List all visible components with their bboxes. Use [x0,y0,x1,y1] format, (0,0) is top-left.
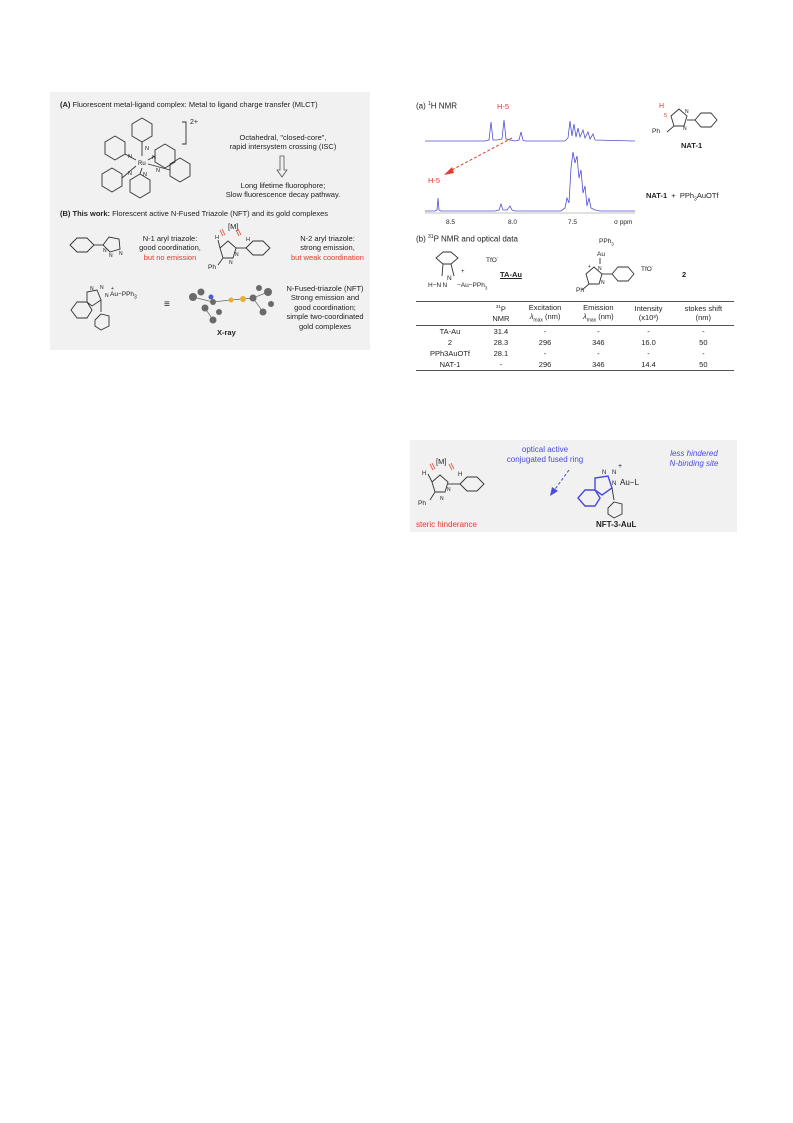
row-stokes: - [702,326,705,336]
steric-label: steric hinderance [416,520,477,529]
svg-text:N: N [109,253,113,259]
ta-au-nitrogens: H−N N [428,282,448,289]
svg-text:N: N [156,168,160,174]
svg-text:N: N [602,470,607,476]
compound-2-structure [572,258,652,296]
row-emission: - [597,348,600,358]
svg-text:N: N [90,286,94,292]
nft-description: N-Fused-triazole (NFT) Strong emission and good coordination; simple two-coordinated gold complexes [286,284,364,331]
svg-text:+: + [618,463,623,470]
svg-text:N: N [128,171,132,177]
row-excitation: 296 [538,359,552,369]
svg-text:N: N [601,280,605,286]
h5-bottom-label: H-5 [428,176,441,185]
row-31p: 28.1 [493,348,509,358]
nft-3-aul-structure [572,458,662,526]
table-row [416,325,734,337]
au-label: Au [597,251,605,258]
row-emission: 346 [592,359,605,369]
less-hindered-label: less hindered N-binding site [669,449,719,468]
svg-text:N: N [612,470,617,476]
xray-structure [183,282,278,327]
svg-text:N: N [152,155,156,161]
svg-text:N: N [103,248,107,254]
row-excitation: - [543,348,547,358]
row-compound: TA-Au [439,326,461,336]
svg-text:N: N [685,109,689,115]
svg-text:N: N [683,126,687,132]
ta-au-label: TA-Au [500,270,522,279]
col-header-compound [416,302,484,326]
svg-text:+: + [588,264,591,270]
svg-text:N: N [612,481,617,487]
nmr-heading: (a) $^1$H NMR [416,101,458,111]
design-metal-label: [M] [436,457,447,466]
h5-top-label: H-5 [497,102,510,111]
design-phenyl-label: Ph [418,500,426,507]
n2-aryl-triazole-structure [208,228,278,273]
svg-text:H: H [422,471,427,477]
phenyl-label: Ph [208,264,216,271]
au-l-label: Au−L [620,478,639,487]
row-31p: 31.4 [493,326,509,336]
svg-text:Ru: Ru [138,161,146,167]
row-compound: 2 [447,337,453,347]
nft-3-aul-label: NFT-3-AuL [596,520,637,529]
ta-au-n-top: N [447,275,452,282]
ta-au-au-pph3: −Au−PPh$_3$ [457,282,488,291]
compound-2-phenyl: Ph [576,287,584,294]
svg-text:N: N [143,172,147,178]
xray-label: X-ray [217,328,236,337]
svg-text:+: + [111,286,114,292]
svg-text:N: N [229,260,233,266]
row-31p: - [499,359,503,369]
section-a-heading: (A) Fluorescent metal-ligand complex: Metal to ligand charge transfer (MLCT) [60,100,318,109]
svg-text:N: N [100,285,104,291]
table-row [416,337,734,348]
row-intensity: 16.0 [641,337,656,347]
nat1-phenyl-label: Ph [652,128,660,135]
ta-au-plus: + [461,269,465,275]
col-header-emission: Emission $\lambda_{max}$ (nm) [583,303,614,324]
row-stokes: - [702,348,705,358]
nat1-structure [655,104,730,139]
design-n2-triazole-structure [418,462,498,512]
col-header-stokes: stokes shift (nm) [684,304,723,323]
mlct-description: Octahedral, "closed-core", rapid intersystem crossing (ISC) [229,133,337,152]
row-stokes: 50 [699,337,708,347]
col-header-excitation: Excitation $\lambda_{max}$ (nm) [528,303,562,324]
table-row [416,348,734,359]
equivalence-symbol: ≡ [164,299,170,310]
col-header-intensity: Intensity (x10³) [634,304,663,323]
svg-text:N: N [598,266,602,272]
row-excitation: 296 [538,337,552,347]
nat1-label: NAT-1 [681,141,703,150]
axis-tick-2: 8.0 [508,219,518,226]
complex-charge: 2+ [190,119,198,126]
nat1-position-5: 5 [664,113,668,119]
table-row [416,359,734,371]
svg-text:N: N [119,251,123,257]
axis-unit: σ ppm [614,219,633,226]
svg-text:H: H [246,237,250,243]
svg-text:N: N [440,496,444,502]
n2-description: N-2 aryl triazole: strong emission, but weak coordination [291,234,364,262]
compound-2-label: 2 [682,270,687,279]
optical-heading: (b) $^{31}$P NMR and optical data [416,234,518,244]
svg-text:N: N [105,293,109,299]
row-excitation: - [543,326,547,336]
row-intensity: 14.4 [641,359,656,369]
svg-text:N: N [235,252,239,258]
axis-tick-3: 7.5 [568,219,578,226]
n1-description: N-1 aryl triazole: good coordination, but no emission [139,234,201,262]
section-b-heading: (B) This work: Florescent active N-Fused Triazole (NFT) and its gold complexes [60,209,329,218]
svg-text:N: N [447,487,451,493]
row-emission: - [597,326,600,336]
row-compound: NAT-1 [439,359,461,369]
down-arrow-icon [276,156,288,178]
col-header-31p: $^{31}$P NMR [492,304,510,323]
nmr-mixture-label: NAT-1 + PPh$_3$AuOTf [646,191,719,203]
ru-complex-structure [90,112,200,207]
row-intensity: - [647,326,650,336]
nat1-h-label: H [659,103,665,110]
pph3-top-label: PPh$_3$ [599,238,614,247]
tfo-label-1: TfO- [486,255,499,265]
row-stokes: 50 [699,359,708,369]
svg-text:N: N [145,146,149,152]
row-intensity: - [647,348,650,358]
tfo-label-2: TfO- [641,264,654,274]
nmr-spectrum-bottom [425,148,635,214]
n1-aryl-triazole-structure [65,230,135,260]
au-pph3-label: Au−PPh$_3$ [110,291,137,301]
svg-text:H: H [458,472,463,478]
dashed-pointer-arrow-icon [545,468,575,498]
fluorophore-description: Long lifetime fluorophore; Slow fluorescence decay pathway. [225,181,341,200]
row-emission: 346 [592,337,605,347]
metal-label: [M] [228,222,239,231]
row-31p: 28.3 [493,337,509,347]
axis-tick-1: 8.5 [446,219,456,226]
svg-text:N: N [128,154,132,160]
optical-active-label: optical active conjugated fused ring [506,445,584,464]
row-compound: PPh3AuOTf [429,348,471,358]
svg-text:H: H [215,235,219,241]
optical-data-table [416,301,734,371]
